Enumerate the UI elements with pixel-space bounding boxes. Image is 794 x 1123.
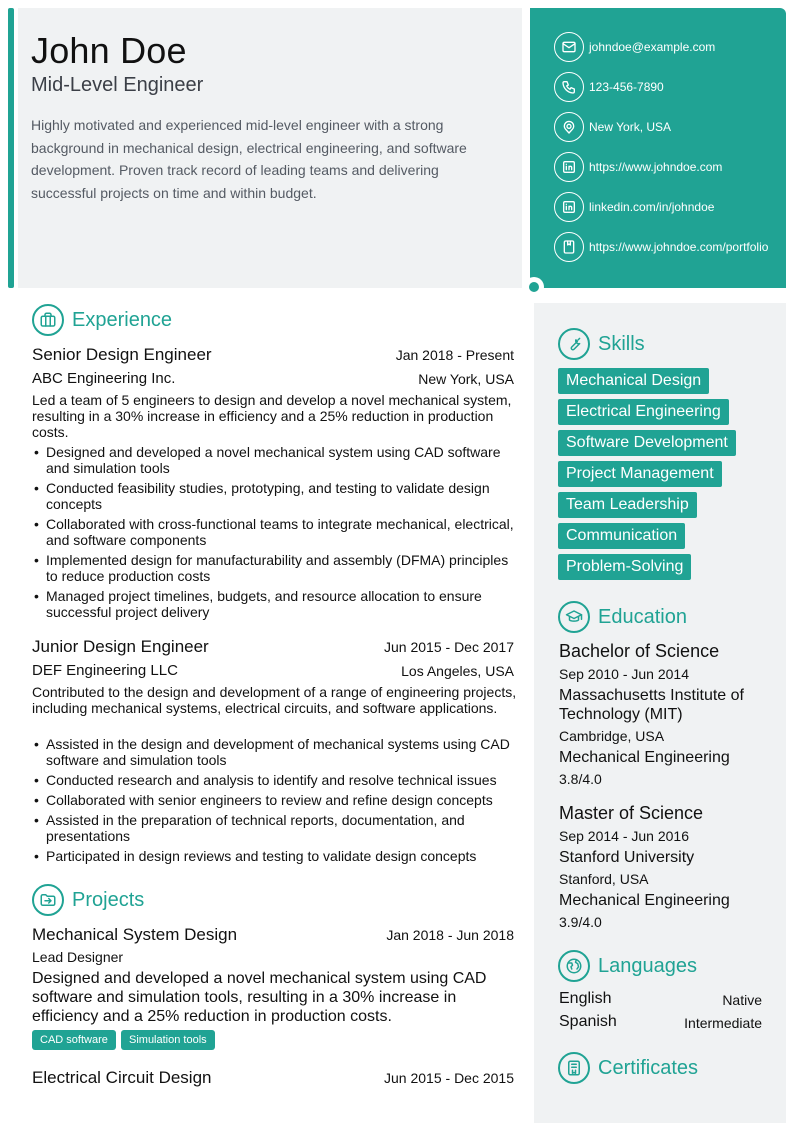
list-item: • Assisted in the design and development of mechanical systems using CAD software and simulation tools bbox=[32, 736, 522, 768]
language-name: Spanish bbox=[559, 1013, 617, 1030]
skill-tag: Mechanical Design bbox=[558, 368, 709, 394]
list-item: • Implemented design for manufacturability and assembly (DFMA) principles to reduce production costs bbox=[32, 552, 522, 584]
projects-heading bbox=[32, 884, 144, 916]
phone-text: 123-456-7890 bbox=[589, 80, 664, 94]
language-level: Native bbox=[722, 992, 762, 1008]
candidate-name: John Doe bbox=[31, 30, 187, 71]
briefcase-icon bbox=[32, 304, 64, 336]
education-field: Mechanical Engineering bbox=[559, 749, 730, 766]
experience-title: Experience bbox=[72, 308, 173, 331]
portfolio-icon bbox=[554, 232, 584, 262]
project-description: Designed and developed a novel mechanical system using CAD software and simulation tools, resulting in a 30% increase in efficiency and a 25% reduction in production costs. bbox=[32, 970, 487, 1025]
education-location: Stanford, USA bbox=[559, 871, 649, 887]
list-item: • Collaborated with cross-functional teams to integrate mechanical, electrical, and software components bbox=[32, 516, 522, 548]
languages-heading bbox=[558, 950, 697, 982]
certificates-heading bbox=[558, 1052, 698, 1084]
email-text: johndoe@example.com bbox=[589, 40, 716, 54]
skills-heading bbox=[558, 328, 645, 360]
language-name: English bbox=[559, 990, 612, 1007]
certificate-icon bbox=[558, 1052, 590, 1084]
project-name: Electrical Circuit Design bbox=[32, 1068, 212, 1087]
project-tag: CAD software bbox=[32, 1030, 116, 1050]
job-dates: Jun 2015 - Dec 2017 bbox=[384, 639, 514, 655]
education-gpa: 3.8/4.0 bbox=[559, 771, 602, 787]
linkedin-text: linkedin.com/in/johndoe bbox=[589, 200, 715, 214]
contact-linkedin[interactable] bbox=[554, 191, 714, 223]
portfolio-text: https://www.johndoe.com/portfolio bbox=[589, 240, 769, 254]
language-level: Intermediate bbox=[684, 1015, 762, 1031]
list-item: • Participated in design reviews and testing to validate design concepts bbox=[32, 848, 522, 864]
skill-tag: Project Management bbox=[558, 461, 722, 487]
list-item: • Managed project timelines, budgets, and resource allocation to ensure successful project delivery bbox=[32, 588, 522, 620]
job-description: Led a team of 5 engineers to design and develop a novel mechanical system, resulting in a 30% increase in efficiency and a 25% reduction in production costs. bbox=[32, 392, 512, 440]
experience-heading bbox=[32, 304, 172, 336]
project-dates: Jan 2018 - Jun 2018 bbox=[386, 927, 514, 943]
contact-website[interactable] bbox=[554, 151, 722, 183]
education-degree: Bachelor of Science bbox=[559, 641, 720, 661]
contact-phone[interactable] bbox=[554, 71, 664, 103]
contact-portfolio[interactable] bbox=[554, 231, 768, 263]
job-description: Contributed to the design and development of a range of engineering projects, including mechanical systems, electrical circuits, and software applications. bbox=[32, 684, 517, 716]
list-item: • Collaborated with senior engineers to review and refine design concepts bbox=[32, 792, 522, 808]
skill-tag: Problem-Solving bbox=[558, 554, 691, 580]
mail-icon bbox=[554, 32, 584, 62]
timeline-dot bbox=[529, 282, 539, 292]
education-dates: Sep 2014 - Jun 2016 bbox=[559, 828, 689, 844]
wrench-icon bbox=[558, 328, 590, 360]
job-dates: Jan 2018 - Present bbox=[395, 347, 514, 363]
skill-tag: Electrical Engineering bbox=[558, 399, 729, 425]
skill-tag: Software Development bbox=[558, 430, 736, 456]
contact-email[interactable] bbox=[554, 31, 715, 63]
list-item: • Conducted feasibility studies, prototyping, and testing to validate design concepts bbox=[32, 480, 522, 512]
job-title: Junior Design Engineer bbox=[32, 637, 209, 656]
skills-title: Skills bbox=[598, 332, 645, 355]
list-item: • Designed and developed a novel mechanical system using CAD software and simulation tools bbox=[32, 444, 522, 476]
job-location: Los Angeles, USA bbox=[401, 663, 514, 679]
education-heading bbox=[558, 601, 687, 633]
project-name: Mechanical System Design bbox=[32, 925, 238, 944]
candidate-role: Mid-Level Engineer bbox=[31, 74, 204, 96]
summary: Highly motivated and experienced mid-level engineer with a strong background in mechanical design, electrical engineering, and software development. Proven track record of leading teams and delivering successful projects on time and within budget. bbox=[31, 117, 467, 201]
skill-tag: Communication bbox=[558, 523, 685, 549]
education-school: Stanford University bbox=[559, 849, 695, 866]
project-tag: Simulation tools bbox=[121, 1030, 215, 1050]
list-item: • Assisted in the preparation of technical reports, documentation, and presentations bbox=[32, 812, 522, 844]
skill-tag: Team Leadership bbox=[558, 492, 697, 518]
website-text: https://www.johndoe.com bbox=[589, 160, 723, 174]
education-degree: Master of Science bbox=[559, 803, 704, 823]
project-role: Lead Designer bbox=[32, 949, 124, 965]
contact-location bbox=[554, 111, 671, 143]
education-field: Mechanical Engineering bbox=[559, 892, 730, 909]
project-dates: Jun 2015 - Dec 2015 bbox=[384, 1070, 514, 1086]
job-company: ABC Engineering Inc. bbox=[32, 370, 176, 387]
list-item: • Conducted research and analysis to identify and resolve technical issues bbox=[32, 772, 522, 788]
job-company: DEF Engineering LLC bbox=[32, 662, 178, 679]
job-bullets bbox=[32, 736, 522, 868]
phone-icon bbox=[554, 72, 584, 102]
job-location: New York, USA bbox=[418, 371, 514, 387]
folder-icon bbox=[32, 884, 64, 916]
linkedin-icon bbox=[554, 152, 584, 182]
education-school: Massachusetts Institute of Technology (MIT) bbox=[559, 687, 744, 723]
graduation-cap-icon bbox=[558, 601, 590, 633]
location-text: New York, USA bbox=[589, 120, 672, 134]
projects-title: Projects bbox=[72, 888, 145, 911]
globe-icon bbox=[558, 950, 590, 982]
linkedin-icon bbox=[554, 192, 584, 222]
map-pin-icon bbox=[554, 112, 584, 142]
education-title: Education bbox=[598, 605, 687, 628]
job-bullets bbox=[32, 444, 522, 624]
education-gpa: 3.9/4.0 bbox=[559, 914, 602, 930]
accent-bar bbox=[8, 8, 14, 288]
languages-title: Languages bbox=[598, 954, 697, 977]
education-location: Cambridge, USA bbox=[559, 728, 665, 744]
job-title: Senior Design Engineer bbox=[32, 345, 212, 364]
education-dates: Sep 2010 - Jun 2014 bbox=[559, 666, 689, 682]
certificates-title: Certificates bbox=[598, 1056, 699, 1079]
